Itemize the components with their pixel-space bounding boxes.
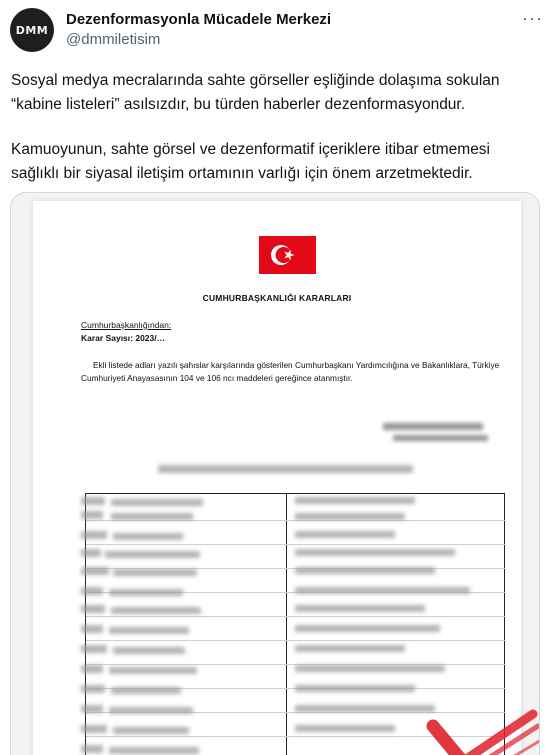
blurred-text — [109, 667, 197, 674]
author-name[interactable]: Dezenformasyonla Mücadele Merkezi — [66, 11, 332, 28]
blurred-text — [393, 435, 488, 441]
blurred-text — [295, 665, 445, 672]
blurred-text — [111, 607, 201, 614]
blurred-text — [295, 497, 415, 504]
document-title: CUMHURBAŞKANLIĞI KARARLARI — [202, 293, 352, 303]
blurred-text — [81, 549, 101, 557]
blurred-text — [158, 465, 413, 473]
blurred-text — [295, 725, 395, 732]
blurred-text — [113, 647, 185, 654]
blurred-text — [295, 513, 405, 520]
blurred-text — [295, 645, 405, 652]
blurred-text — [295, 605, 425, 612]
blurred-text — [109, 707, 193, 714]
avatar-text: DMM — [15, 23, 49, 37]
tweet-text-paragraph-2: Kamuoyunun, sahte görsel ve dezenformatif içeriklere itibar etmemesi sağlıklı bir siyasal iletişim ortamının varlığı için önem arzetmektedir. — [11, 141, 491, 182]
avatar[interactable] — [10, 8, 54, 52]
blurred-text — [109, 627, 189, 634]
blurred-text — [113, 533, 183, 540]
document-reference: Karar Sayısı: 2023/… — [81, 333, 166, 343]
blurred-text — [81, 705, 103, 713]
author-handle[interactable]: @dmmiletisim — [66, 31, 161, 48]
blurred-text — [109, 589, 183, 596]
blurred-text — [81, 745, 103, 753]
blurred-text — [81, 625, 103, 633]
red-cross-stamp-icon — [413, 706, 540, 755]
blurred-text — [81, 605, 105, 613]
blurred-text — [295, 685, 415, 692]
document-body: Ekli listede adları yazılı şahıslar karşılarında gösterilen Cumhurbaşkanı Yardımcılığına ve Bakanlıklara, Türkiye Cumhuriyeti Anayasasının 104 ve 106 ncı maddeleri gereğince atanmıştır. — [81, 360, 500, 383]
blurred-text — [81, 725, 107, 733]
blurred-text — [295, 567, 435, 574]
blurred-text — [295, 549, 455, 556]
tweet-media-image[interactable] — [10, 192, 540, 755]
blurred-text — [81, 685, 105, 693]
blurred-text — [81, 497, 105, 505]
tweet-header — [0, 0, 557, 60]
blurred-text — [113, 727, 189, 734]
blurred-text — [383, 423, 483, 430]
blurred-text — [81, 645, 107, 653]
blurred-text — [81, 531, 107, 539]
more-options-icon[interactable]: ··· — [522, 8, 543, 28]
tweet-text-paragraph-1: Sosyal medya mecralarında sahte görseller eşliğinde dolaşıma sokulan “kabine listeleri” asılsızdır, bu türden haberler dezenformasyondur. — [11, 72, 500, 113]
document-from: Cumhurbaşkanlığından: — [81, 320, 172, 330]
document-page — [33, 201, 521, 755]
blurred-text — [111, 513, 193, 520]
blurred-text — [81, 587, 103, 595]
blurred-text — [105, 551, 200, 558]
blurred-text — [295, 625, 440, 632]
turkish-flag-icon — [259, 236, 316, 274]
blurred-text — [295, 531, 395, 538]
blurred-text — [111, 499, 203, 506]
blurred-text — [81, 665, 103, 673]
blurred-text — [109, 747, 199, 754]
blurred-text — [81, 567, 109, 575]
blurred-text — [113, 569, 197, 576]
blurred-text — [295, 587, 470, 594]
blurred-text — [111, 687, 181, 694]
blurred-text — [81, 511, 103, 519]
